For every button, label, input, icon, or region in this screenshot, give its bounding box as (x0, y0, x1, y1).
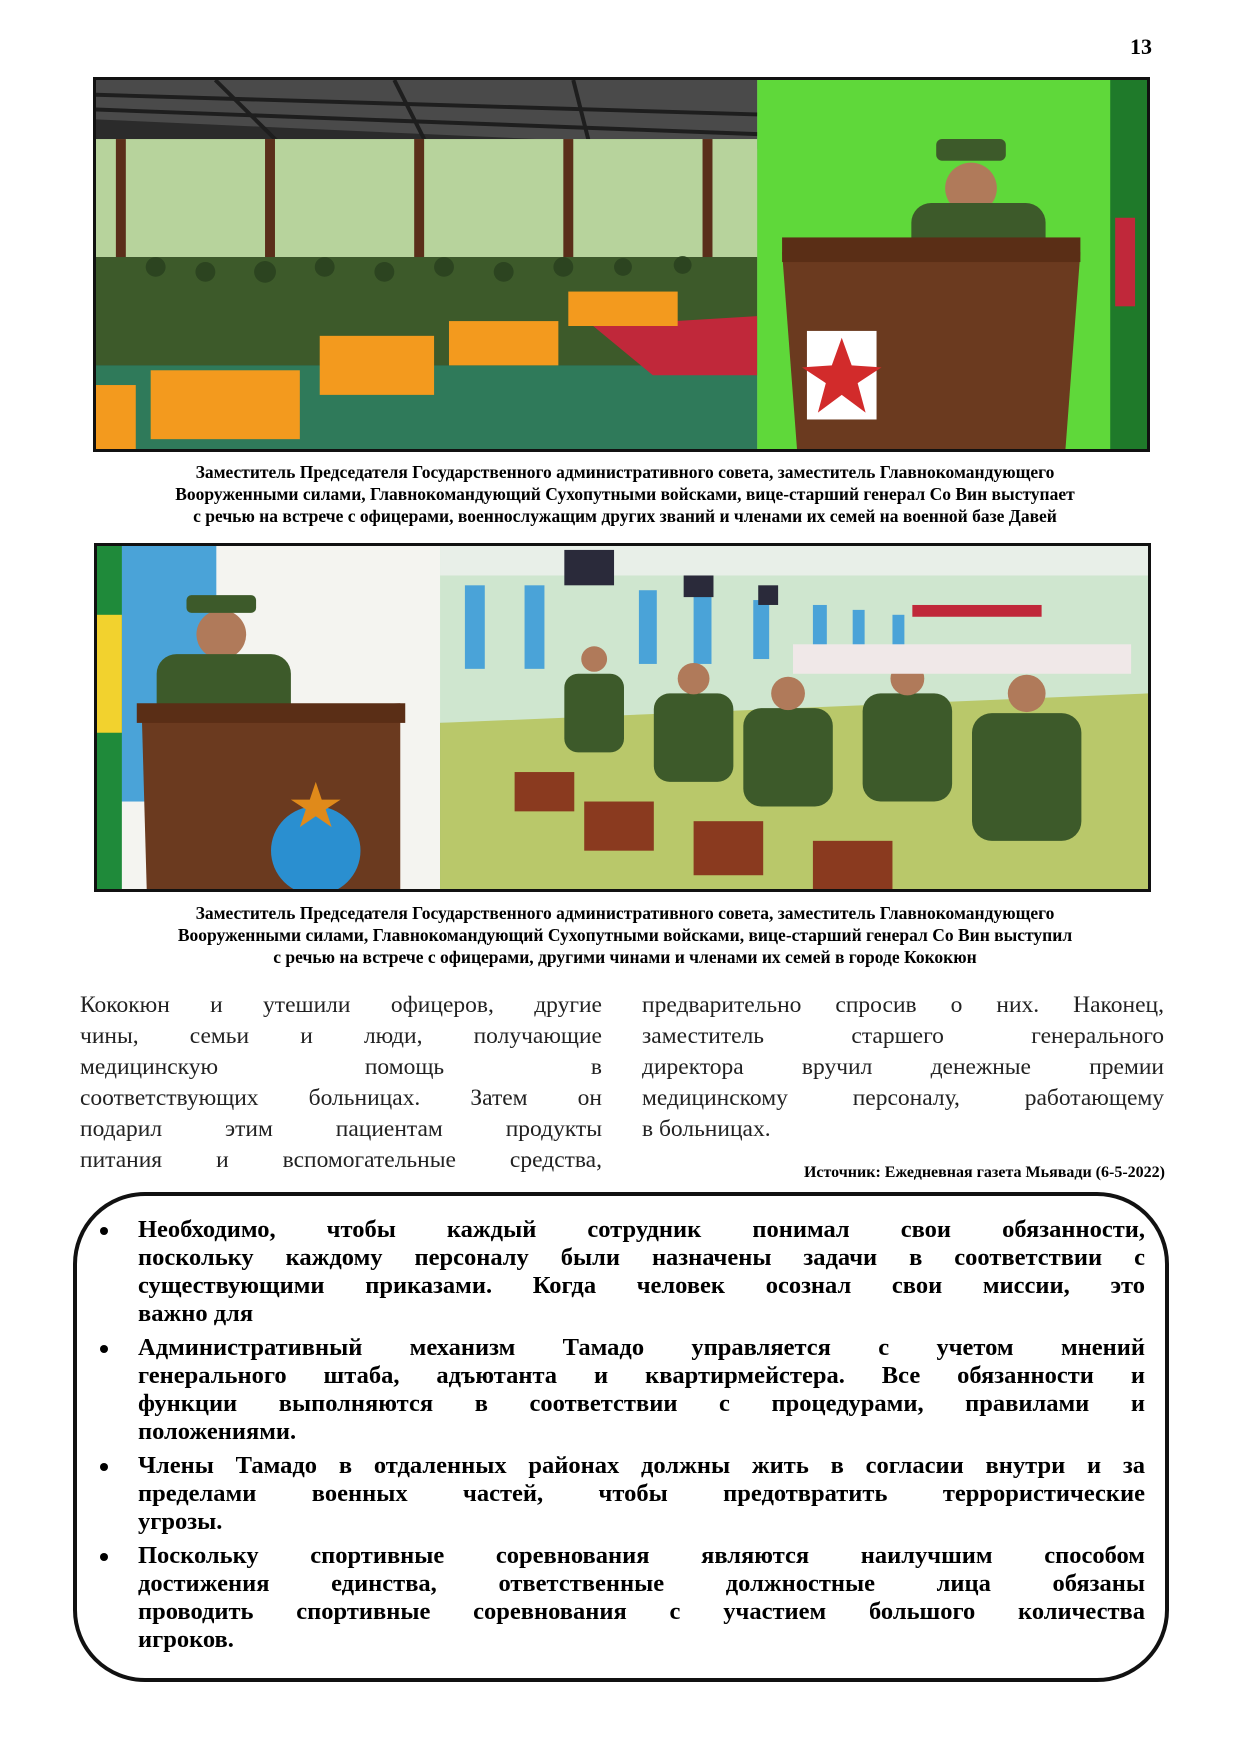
caption-line: Вооруженными силами, Главнокомандующий Сухопутными войсками, вице-старший генерал Со Вин выступил (177, 925, 1073, 945)
caption-line: Заместитель Председателя Государственного административного совета, заместитель Главнокомандующего (195, 462, 1055, 482)
text-line: питания и вспомогательные средства, (80, 1147, 602, 1173)
article-right-column (642, 990, 1164, 1145)
bullet-icon (100, 1553, 108, 1561)
text-line: директора вручил денежные премии (642, 1054, 1164, 1080)
photo-dawei-meeting (93, 77, 1150, 452)
text-line: медицинскому персоналу, работающему (642, 1085, 1164, 1111)
bullet-icon (100, 1463, 108, 1471)
source-credit: Источник: Ежедневная газета Мьявади (6-5-2022) (803, 1164, 1165, 1181)
bullet-line: пределами военных частей, чтобы предотвратить террористические (138, 1480, 1145, 1507)
bullet-line: важно для (138, 1300, 254, 1327)
text-line: соответствующих больницах. Затем он (80, 1085, 602, 1111)
article-left-column (80, 990, 602, 1176)
list-item (138, 1542, 1145, 1654)
bullet-line: существующими приказами. Когда человек осознал свои миссии, это (138, 1272, 1145, 1299)
bullet-line: проводить спортивные соревнования с участием большого количества (138, 1598, 1145, 1625)
page-number: 13 (1130, 34, 1152, 59)
text-line: Кококюн и утешили офицеров, другие (80, 992, 602, 1018)
bullet-line: Члены Тамадо в отдаленных районах должны жить в согласии внутри и за (138, 1452, 1145, 1479)
photo-kokokyun-meeting (94, 543, 1151, 892)
list-item (138, 1334, 1145, 1446)
caption-line: с речью на встрече с офицерами, другими чинами и членами их семей в городе Кококюн (273, 947, 977, 967)
bullet-line: достижения единства, ответственные должностные лица обязаны (138, 1570, 1145, 1597)
text-line: заместитель старшего генерального (642, 1023, 1164, 1049)
text-line: предварительно спросив о них. Наконец, (642, 992, 1164, 1018)
caption-first (80, 461, 1170, 527)
caption-line: с речью на встрече с офицерами, военнослужащим других званий и членами их семей на военной базе Давей (193, 506, 1057, 526)
caption-line: Вооруженными силами, Главнокомандующий Сухопутными войсками, вице-старший генерал Со Вин выступает (175, 484, 1075, 504)
caption-line: Заместитель Председателя Государственного административного совета, заместитель Главнокомандующего (195, 903, 1055, 923)
text-line: в больницах. (642, 1116, 771, 1142)
key-points-list (138, 1216, 1145, 1660)
bullet-icon (100, 1345, 108, 1353)
bullet-line: игроков. (138, 1626, 234, 1653)
bullet-line: поскольку каждому персоналу были назначены задачи в соответствии с (138, 1244, 1145, 1271)
bullet-line: генерального штаба, адъютанта и квартирмейстера. Все обязанности и (138, 1362, 1145, 1389)
bullet-line: положениями. (138, 1418, 297, 1445)
bullet-icon (100, 1227, 108, 1235)
caption-second (80, 902, 1170, 968)
bullet-line: Административный механизм Тамадо управляется с учетом мнений (138, 1334, 1145, 1361)
text-line: подарил этим пациентам продукты (80, 1116, 602, 1142)
bullet-line: Необходимо, чтобы каждый сотрудник понимал свои обязанности, (138, 1216, 1145, 1243)
list-item (138, 1452, 1145, 1536)
bullet-line: функции выполняются в соответствии с процедурами, правилами и (138, 1390, 1145, 1417)
text-line: медицинскую помощь в (80, 1054, 602, 1080)
bullet-line: Поскольку спортивные соревнования являются наилучшим способом (138, 1542, 1145, 1569)
text-line: чины, семьи и люди, получающие (80, 1023, 602, 1049)
list-item (138, 1216, 1145, 1328)
bullet-line: угрозы. (138, 1508, 223, 1535)
